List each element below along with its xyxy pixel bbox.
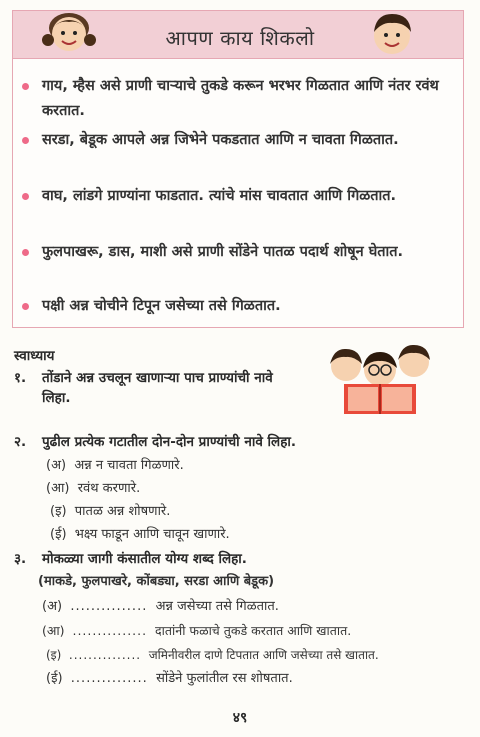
bullet-dot-icon	[22, 303, 29, 310]
fill-blank-item: (अ) ............... अन्न जसेच्या तसे गिळतात.	[42, 599, 279, 614]
question-3	[14, 549, 454, 569]
children-reading-illustration	[316, 340, 444, 418]
blank-line: ...............	[72, 623, 148, 638]
bullet-dot-icon	[22, 83, 29, 90]
word-options: (माकडे, फुलपाखरे, कोंबड्या, सरडा आणि बेडूक)	[38, 574, 275, 589]
summary-bullet: गाय, म्हैस असे प्राणी चाऱ्याचे तुकडे करून भरभर गिळतात आणि नंतर रवंथ करतात.	[20, 74, 446, 124]
sub-item: (अ) अन्न न चावता गिळणारे.	[46, 458, 184, 473]
question-2	[14, 432, 454, 452]
fill-blank-item: (ई) ............... सोंडेने फुलांतील रस शोषतात.	[46, 671, 293, 686]
question-1	[14, 368, 304, 408]
bullet-dot-icon	[22, 193, 29, 200]
page-number: ४९	[232, 710, 248, 726]
section-title: आपण काय शिकलो	[165, 26, 315, 50]
question-text: पुढील प्रत्येक गटातील दोन-दोन प्राण्यांची नावे लिहा.	[42, 434, 296, 450]
blank-line: ...............	[70, 599, 148, 614]
blank-line: ...............	[68, 648, 142, 662]
question-number: २.	[14, 434, 27, 450]
exercise-title: स्वाध्याय	[14, 348, 55, 364]
fill-blank-item: (आ) ............... दातांनी फळाचे तुकडे करतात आणि खातात.	[42, 623, 352, 638]
sub-item: (आ) रवंथ करणारे.	[46, 481, 141, 496]
summary-bullet: पक्षी अन्न चोचीने टिपून जसेच्या तसे गिळतात.	[20, 294, 446, 319]
question-number: १.	[14, 370, 27, 386]
summary-bullet: फुलपाखरू, डास, माशी असे प्राणी सोंडेने पातळ पदार्थ शोषून घेतात.	[20, 240, 446, 265]
question-number: ३.	[14, 551, 27, 567]
summary-bullet: सरडा, बेडूक आपले अन्न जिभेने पकडतात आणि न चावता गिळतात.	[20, 128, 446, 153]
blank-line: ...............	[70, 671, 148, 686]
sub-item: (ई) भक्ष्य फाडून आणि चावून खाणारे.	[50, 527, 230, 542]
question-text: मोकळ्या जागी कंसातील योग्य शब्द लिहा.	[42, 551, 247, 567]
sub-item: (इ) पातळ अन्न शोषणारे.	[50, 504, 171, 519]
summary-bullet: वाघ, लांडगे प्राण्यांना फाडतात. त्यांचे मांस चावतात आणि गिळतात.	[20, 184, 446, 209]
bullet-dot-icon	[22, 137, 29, 144]
fill-blank-item: (इ) ............... जमिनीवरील दाणे टिपतात आणि जसेच्या तसे खातात.	[46, 648, 379, 662]
question-text: तोंडाने अन्न उचलून खाणाऱ्या पाच प्राण्यांची नावे लिहा.	[42, 370, 273, 406]
bullet-dot-icon	[22, 249, 29, 256]
